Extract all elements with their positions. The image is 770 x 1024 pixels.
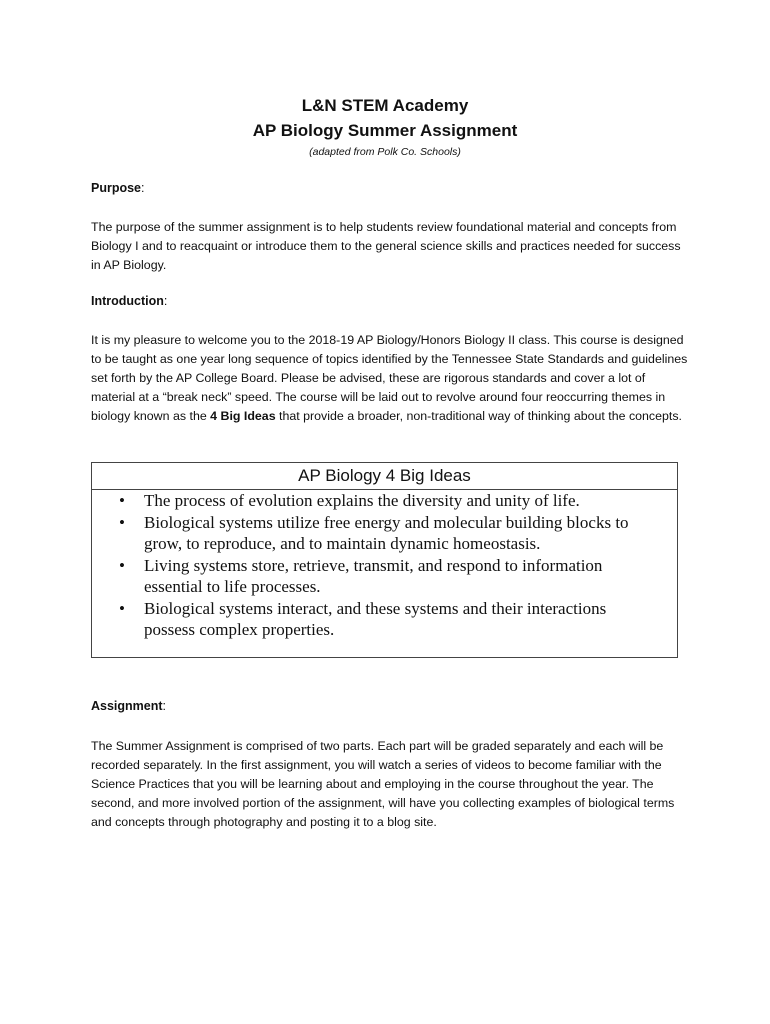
page-title: AP Biology Summer Assignment (252, 121, 518, 140)
introduction-label: Introduction (91, 294, 164, 308)
purpose-colon: : (141, 181, 145, 195)
purpose-label: Purpose (91, 181, 142, 195)
bullet-icon: • (119, 598, 125, 618)
introduction-colon: : (163, 294, 168, 308)
list-item-text: The process of evolution explains the diversity and unity of life. (144, 491, 580, 510)
introduction-text-before: It is my pleasure to welcome you to the 2018-19 AP Biology/Honors Biology II class. This course is designed to be taught as one year long sequence of topics identified by the Tennessee State Standards and guidelines set forth by the AP College Board. Please be advised, these are rigorous standards and cover a lot of material at a “break neck” speed. The course will be laid out to revolve around four reoccurring themes in biology known as the (91, 333, 688, 423)
school-name: L&N STEM Academy (301, 96, 469, 115)
bullet-icon: • (119, 491, 125, 510)
assignment-paragraph: The Summer Assignment is comprised of two parts. Each part will be graded separately and each will be recorded separately. In the first assignment, you will watch a series of videos to become familiar with the Science Practices that you will be learning about and employing in the course throughout the year. The second, and more involved portion of the assignment, will have you collecting examples of biological terms and concepts through photography and posting it to a blog site. (91, 739, 675, 829)
introduction-text-after: that provide a broader, non-traditional way of thinking about the concepts. (275, 409, 682, 423)
list-item-text: Biological systems interact, and these systems and their interactions possess complex properties. (144, 598, 607, 639)
list-item (92, 512, 677, 555)
purpose-heading (91, 181, 145, 195)
big-ideas-list (92, 490, 677, 641)
big-ideas-heading: AP Biology 4 Big Ideas (92, 463, 677, 490)
list-item (92, 490, 677, 512)
list-item (92, 555, 677, 598)
big-ideas-term: 4 Big Ideas (210, 409, 276, 423)
bullet-icon: • (119, 512, 125, 532)
introduction-heading (91, 294, 167, 308)
bullet-icon: • (119, 555, 125, 575)
list-item-text: Biological systems utilize free energy and molecular building blocks to grow, to reproduce, and to maintain dynamic homeostasis. (144, 512, 629, 553)
assignment-label: Assignment (91, 699, 163, 713)
list-item (92, 598, 677, 641)
purpose-paragraph: The purpose of the summer assignment is to help students review foundational material and concepts from Biology I and to reacquaint or introduce them to the general science skills and practices needed for success in AP Biology. (91, 220, 681, 272)
assignment-colon: : (162, 699, 167, 713)
page-subtitle: (adapted from Polk Co. Schools) (309, 146, 461, 158)
introduction-paragraph (91, 331, 691, 426)
assignment-heading (91, 699, 166, 713)
big-ideas-box (91, 462, 678, 658)
list-item-text: Living systems store, retrieve, transmit, and respond to information essential to life processes. (144, 555, 603, 596)
